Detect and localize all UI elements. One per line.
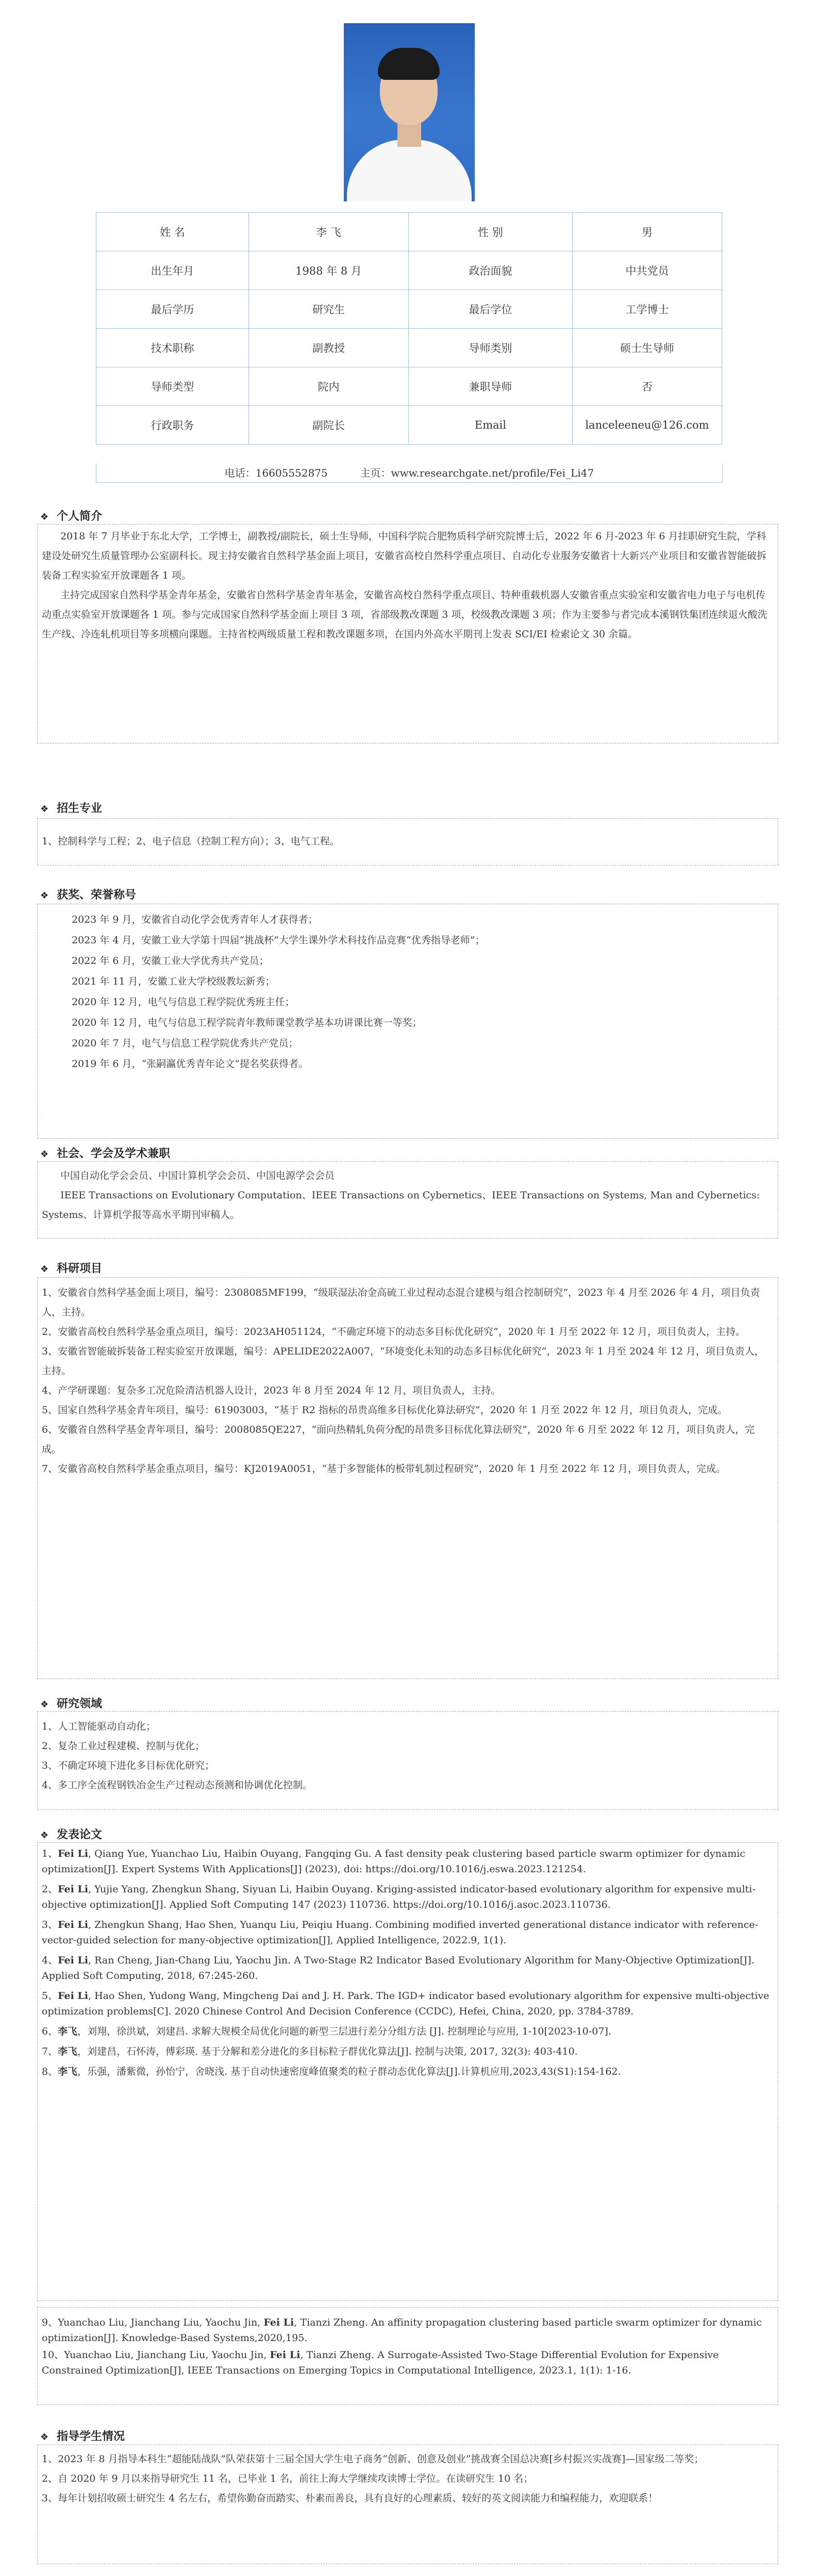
student-item: 3、每年计划招收硕士研究生 4 名左右，希望你勤奋而踏实、朴素而善良，具有良好的心理素质、较好的英文阅读能力和编程能力，欢迎联系！ — [42, 2493, 658, 2504]
profile-label: 兼职导师 — [409, 367, 573, 406]
paper-author: Fei Li — [58, 1848, 89, 1859]
profile-label: 导师类型 — [96, 367, 249, 406]
profile-label: 出生年月 — [96, 251, 249, 290]
paper-item — [42, 2347, 774, 2380]
paper-citation: ，刘翔，徐洪斌，刘建昌. 求解大规模全局优化问题的新型三层进行差分分组方法 [J]. 控制理论与应用, 1-10[2023-10-07]. — [77, 2026, 611, 2037]
photo-shirt — [347, 140, 472, 201]
research-box — [37, 1711, 778, 1810]
profile-value: 副教授 — [249, 329, 409, 367]
research-item: 4、多工序全流程钢铁冶金生产过程动态预测和协调优化控制。 — [42, 1780, 313, 1791]
profile-row — [96, 290, 722, 329]
award-item: 2020 年 12 月，电气与信息工程学院青年教师课堂教学基本功讲课比赛一等奖； — [72, 1017, 422, 1028]
diamond-bullet-icon: ❖ — [40, 890, 49, 901]
project-item: 3、安徽省智能破拆装备工程实验室开放课题，编号：APELIDE2022A007，“环境变化未知的动态多目标优化研究”，2023 年 1 月至 2024 年 12 月，项目负责人，主持。 — [42, 1346, 764, 1377]
diamond-bullet-icon: ❖ — [40, 1830, 49, 1841]
projects-box — [37, 1277, 778, 1679]
profile-value: 研究生 — [249, 290, 409, 329]
paper-item — [42, 2024, 774, 2041]
profile-value: 否 — [573, 367, 722, 406]
majors-text: 1、控制科学与工程；2、电子信息（控制工程方向）；3、电气工程。 — [42, 836, 340, 847]
profile-label: 技术职称 — [96, 329, 249, 367]
research-item: 1、人工智能驱动自动化； — [42, 1721, 156, 1732]
project-item: 5、国家自然科学基金青年项目，编号：61903003，“基于 R2 指标的昂贵高维多目标优化算法研究”，2020 年 1 月至 2022 年 12 月，项目负责人，完成。 — [42, 1404, 727, 1416]
award-item: 2020 年 12 月，电气与信息工程学院优秀班主任； — [72, 996, 295, 1008]
profile-label: 行政职务 — [96, 406, 249, 445]
award-item: 2021 年 11 月，安徽工业大学校级教坛新秀； — [72, 976, 275, 987]
award-item: 2022 年 6 月，安徽工业大学优秀共产党员； — [72, 955, 269, 967]
papers-box — [37, 1842, 778, 2301]
project-item: 7、安徽省高校自然科学基金重点项目，编号：KJ2019A0051，“基于多智能体的板带轧制过程研究”，2020 年 1 月至 2022 年 12 月，项目负责人，完成。 — [42, 1463, 726, 1475]
award-item: 2019 年 6 月，“张嗣瀛优秀青年论文”提名奖获得者。 — [72, 1058, 308, 1070]
profile-photo — [344, 23, 475, 201]
paper-citation: , Hao Shen, Yudong Wang, Mingcheng Dai and J. H. Park. The IGD+ indicator based evolutionary algorithm for expensive multi-objective optimization problems[C]. 2020 Chinese Control And Decision Conference (CCDC), Hefei, China, 2020, pp. 3784-3789. — [42, 1990, 770, 2017]
project-item: 6、安徽省自然科学基金青年项目，编号：2008085QE227，“面向热精轧负荷分配的昂贵多目标优化算法研究”，2020 年 6 月至 2022 年 12 月，项目负责人，完成。 — [42, 1424, 755, 1455]
profile-value: 院内 — [249, 367, 409, 406]
paper-item — [42, 1882, 774, 1914]
homepage: 主页：www.researchgate.net/profile/Fei_Li47 — [360, 467, 594, 479]
profile-label: 最后学位 — [409, 290, 573, 329]
society-box — [37, 1161, 778, 1239]
bio-paragraph-2: 主持完成国家自然科学基金青年基金，安徽省自然科学基金青年基金，安徽省高校自然科学重点项目、特种重载机器人安徽省重点实验室和安徽省电力电子与电机传动重点实验室开放课题各 1 项。参与完成国家自然科学基金面上项目 3 项，省部级教改课题 3 项，校级教改课题 3 项；作为主要参与者完成本溪钢铁集团连续退火酸洗生产线、冷连轧机项目等多项横向课题。主持省校两级质量工程和教改课题多项，在国内外高水平期刊上发表 SCI/EI 检索论文 30 余篇。 — [42, 589, 767, 640]
profile-label: 性 别 — [409, 213, 573, 251]
diamond-bullet-icon: ❖ — [40, 2432, 49, 2443]
profile-value: 1988 年 8 月 — [249, 251, 409, 290]
section-title-projects: ❖ 科研项目 — [40, 1262, 103, 1275]
profile-label: 导师类别 — [409, 329, 573, 367]
profile-value: 李 飞 — [249, 213, 409, 251]
research-item: 2、复杂工业过程建模、控制与优化； — [42, 1740, 205, 1752]
profile-label: 最后学历 — [96, 290, 249, 329]
profile-row — [96, 329, 722, 367]
students-box — [37, 2445, 778, 2564]
paper-citation: , Tianzi Zheng. A Surrogate-Assisted Two-Stage Differential Evolution for Expensive Constrained Optimization[J], IEEE Transactions on Emerging Topics in Computational Intelligence, 2023.1, 1(1): 1-16. — [42, 2349, 719, 2376]
diamond-bullet-icon: ❖ — [40, 1149, 49, 1160]
award-item: 2020 年 7 月，电气与信息工程学院优秀共产党员； — [72, 1038, 298, 1049]
paper-item — [42, 2044, 774, 2061]
paper-citation: ，乐强，潘紫微，孙怡宁，舍晓浅. 基于自动快速密度峰值聚类的粒子群动态优化算法[J].计算机应用,2023,43(S1):154-162. — [77, 2066, 621, 2077]
paper-citation: , Tianzi Zheng. An affinity propagation clustering based particle swarm optimizer for dynamic optimization[J]. Knowledge-Based Systems,2020,195. — [42, 2317, 762, 2344]
project-item: 2、安徽省高校自然科学基金重点项目，编号：2023AH051124，“不确定环境下的动态多目标优化研究”，2020 年 1 月至 2022 年 12 月，项目负责人，主持。 — [42, 1326, 745, 1337]
paper-citation: , Zhengkun Shang, Hao Shen, Yuanqu Liu, Peiqiu Huang. Combining modified inverted generational distance indicator with reference-vector-guided selection for many-objective optimization[J], Applied Intelligence, 2022.9, 1(1). — [42, 1919, 758, 1946]
student-item: 1、2023 年 8 月指导本科生“超能陆战队”队荣获第十三届全国大学生电子商务“创新、创意及创业”挑战赛全国总决赛[乡村振兴实战赛]—国家级二等奖； — [42, 2453, 704, 2465]
profile-value: 副院长 — [249, 406, 409, 445]
society-line-1: 中国自动化学会会员、中国计算机学会会员、中国电源学会会员 — [60, 1170, 335, 1181]
profile-row — [96, 251, 722, 290]
paper-author: 李飞 — [58, 2066, 78, 2077]
project-item: 4、产学研课题：复杂多工况危险清洁机器人设计，2023 年 8 月至 2024 年 12 月，项目负责人，主持。 — [42, 1385, 501, 1396]
profile-value: 中共党员 — [573, 251, 722, 290]
section-title-students: ❖ 指导学生情况 — [40, 2430, 125, 2443]
section-title-bio: ❖ 个人简介 — [40, 510, 103, 523]
research-item: 3、不确定环境下进化多目标优化研究； — [42, 1760, 215, 1771]
profile-label: Email — [409, 406, 573, 445]
section-title-majors: ❖ 招生专业 — [40, 802, 103, 815]
paper-item — [42, 1917, 774, 1950]
award-item: 2023 年 4 月，安徽工业大学第十四届“挑战杯”大学生课外学术科技作品竞赛“优秀指导老师”； — [72, 935, 485, 946]
awards-box — [37, 904, 778, 1139]
paper-item — [42, 2315, 774, 2347]
paper-coauthors: 9、Yuanchao Liu, Jianchang Liu, Yaochu Jin, — [42, 2317, 264, 2328]
paper-item — [42, 1953, 774, 1985]
section-title-society: ❖ 社会、学会及学术兼职 — [40, 1147, 171, 1160]
diamond-bullet-icon: ❖ — [40, 512, 49, 522]
papers-box-2 — [37, 2307, 778, 2405]
diamond-bullet-icon: ❖ — [40, 804, 49, 815]
photo-hair — [378, 48, 440, 80]
paper-number: 2、 — [42, 1884, 58, 1895]
profile-value: 工学博士 — [573, 290, 722, 329]
paper-number: 7、 — [42, 2046, 58, 2057]
bio-paragraph-1: 2018 年 7 月毕业于东北大学，工学博士，副教授/副院长，硕士生导师，中国科学院合肥物质科学研究院博士后，2022 年 6 月-2023 年 6 月挂职研究生院，学科建设处研究生质量管理办公室副科长。现主持安徽省自然科学基金面上项目，安徽省高校自然科学重点项目、自动化专业服务安徽省十大新兴产业项目和安徽省智能破拆装备工程实验室开放课题各 1 项。 — [42, 531, 767, 581]
paper-author: Fei Li — [58, 1884, 89, 1895]
diamond-bullet-icon: ❖ — [40, 1699, 49, 1710]
paper-number: 1、 — [42, 1848, 58, 1859]
section-title-papers: ❖ 发表论文 — [40, 1828, 103, 1841]
profile-row — [96, 213, 722, 251]
bio-box — [37, 524, 778, 743]
paper-number: 5、 — [42, 1990, 58, 2002]
paper-item — [42, 2064, 774, 2081]
contact-row — [96, 464, 723, 483]
paper-coauthors: 10、Yuanchao Liu, Jianchang Liu, Yaochu Jin, — [42, 2349, 270, 2361]
paper-number: 6、 — [42, 2026, 58, 2037]
paper-item — [42, 1988, 774, 2021]
profile-label: 政治面貌 — [409, 251, 573, 290]
project-item: 1、安徽省自然科学基金面上项目，编号：2308085MF199，“级联湿法冶金高硫工业过程动态混合建模与组合控制研究”，2023 年 4 月至 2026 年 4 月，项目负责人，主持。 — [42, 1287, 760, 1318]
profile-value: 硕士生导师 — [573, 329, 722, 367]
majors-box — [37, 818, 778, 866]
profile-value: lanceleeneu@126.com — [573, 406, 722, 445]
paper-author: 李飞 — [58, 2026, 78, 2037]
paper-citation: , Yujie Yang, Zhengkun Shang, Siyuan Li, Haibin Ouyang. Kriging-assisted indicator-based evolutionary algorithm for expensive multi-objective optimization[J]. Applied Soft Computing 147 (2023) 110736. https://doi.org/10.1016/j.asoc.2023.110736. — [42, 1884, 756, 1910]
phone: 电话：16605552875 — [224, 467, 328, 479]
paper-citation: ，刘建昌，石怀涛，傅彩瑛. 基于分解和差分进化的多目标粒子群优化算法[J]. 控制与决策, 2017, 32(3): 403-410. — [77, 2046, 578, 2057]
paper-author: Fei Li — [263, 2317, 294, 2328]
society-line-2: IEEE Transactions on Evolutionary Computation、IEEE Transactions on Cybernetics、IEEE Transactions on Systems, Man and Cybernetics: Systems、计算机学报等高水平期刊审稿人。 — [42, 1190, 760, 1221]
paper-citation: , Ran Cheng, Jian-Chang Liu, Yaochu Jin. A Two-Stage R2 Indicator Based Evolutionary Algorithm for Many-Objective Optimization[J]. Applied Soft Computing, 2018, 67:245-260. — [42, 1955, 755, 1981]
profile-table — [96, 212, 722, 445]
paper-citation: , Qiang Yue, Yuanchao Liu, Haibin Ouyang, Fangqing Gu. A fast density peak clustering based particle swarm optimizer for dynamic optimization[J]. Expert Systems With Applications[J] (2023), doi: https://doi.org/10.1016/j.eswa.2023.121254. — [42, 1848, 745, 1875]
paper-author: Fei Li — [58, 1919, 89, 1930]
profile-row — [96, 367, 722, 406]
award-item: 2023 年 9 月，安徽省自动化学会优秀青年人才获得者； — [72, 914, 318, 925]
paper-number: 3、 — [42, 1919, 58, 1930]
paper-item — [42, 1846, 774, 1878]
paper-number: 8、 — [42, 2066, 58, 2077]
paper-author: Fei Li — [58, 1955, 89, 1966]
paper-number: 4、 — [42, 1955, 58, 1966]
paper-author: 李飞 — [58, 2046, 78, 2057]
profile-value: 男 — [573, 213, 722, 251]
diamond-bullet-icon: ❖ — [40, 1264, 49, 1275]
section-title-research: ❖ 研究领域 — [40, 1698, 103, 1710]
paper-author: Fei Li — [270, 2349, 301, 2361]
paper-author: Fei Li — [58, 1990, 89, 2002]
profile-row — [96, 406, 722, 445]
section-title-awards: ❖ 获奖、荣誉称号 — [40, 889, 137, 902]
student-item: 2、自 2020 年 9 月以来指导研究生 11 名，已毕业 1 名，前往上海大学继续攻读博士学位。在读研究生 10 名； — [42, 2473, 533, 2484]
profile-label: 姓 名 — [96, 213, 249, 251]
